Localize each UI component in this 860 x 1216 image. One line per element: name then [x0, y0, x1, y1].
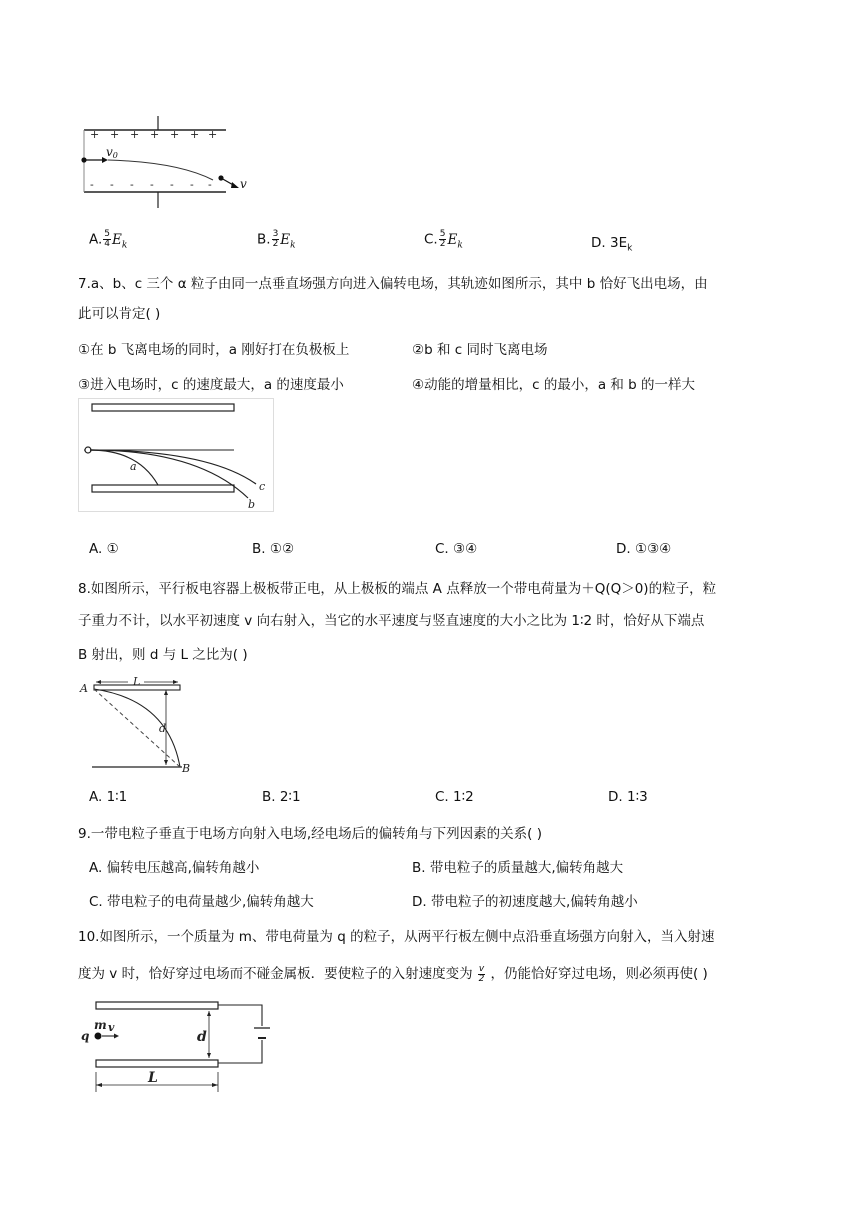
- bottom-plate: [92, 485, 234, 492]
- q7-statement-4: ④动能的增量相比，c 的最小，a 和 b 的一样大: [412, 377, 696, 393]
- q10-figure: [78, 996, 278, 1096]
- trajectory-c: [90, 450, 256, 484]
- svg-text:+: +: [90, 128, 100, 141]
- q9-option-c[interactable]: C. 带电粒子的电荷量越少,偏转角越大: [89, 894, 314, 910]
- q9-option-b[interactable]: B. 带电粒子的质量越大,偏转角越大: [412, 860, 624, 876]
- label-d: d: [159, 722, 167, 735]
- q7-statement-3: ③进入电场时，c 的速度最大，a 的速度最小: [78, 377, 344, 393]
- circuit-wire-bottom: [218, 1040, 262, 1063]
- q8-stem-line1: 8.如图所示，平行板电容器上极板带正电，从上极板的端点 A 点释放一个带电荷量为＋Q(Q＞0)的粒子，粒: [78, 581, 717, 597]
- trajectory: [108, 160, 213, 180]
- label-L: L: [133, 675, 141, 688]
- svg-text:+: +: [170, 128, 180, 141]
- q6-option-c[interactable]: C. $\frac{5}{2}$ $E_k$: [424, 229, 463, 251]
- q8-option-d[interactable]: D. 1∶3: [608, 789, 648, 805]
- circuit-wire: [218, 1005, 262, 1026]
- top-plate: [92, 404, 234, 411]
- top-plate: [96, 1002, 218, 1009]
- q7-option-b[interactable]: B. ①②: [252, 541, 295, 557]
- q8-option-c[interactable]: C. 1∶2: [435, 789, 474, 805]
- svg-text:+: +: [150, 128, 160, 141]
- label-a: a: [130, 460, 137, 473]
- svg-text:+: +: [208, 128, 218, 141]
- svg-text:-: -: [208, 178, 212, 191]
- q6-figure: [78, 112, 253, 214]
- bottom-plate: [96, 1060, 218, 1067]
- svg-text:+: +: [130, 128, 140, 141]
- label-d: d: [197, 1029, 207, 1045]
- svg-text:+: +: [190, 128, 200, 141]
- q8-stem-line2: 子重力不计，以水平初速度 v 向右射入，当它的水平速度与竖直速度的大小之比为 1∶2 时，恰好从下端点: [78, 613, 705, 629]
- svg-text:-: -: [170, 178, 174, 191]
- q6-option-a[interactable]: A. $\frac{5}{4}$ $E_k$: [89, 229, 128, 251]
- q8-stem-line3: B 射出，则 d 与 L 之比为( ): [78, 647, 248, 663]
- label-L: L: [148, 1070, 158, 1086]
- label-q: q: [81, 1029, 90, 1043]
- svg-text:-: -: [190, 178, 194, 191]
- q9-stem: 9.一带电粒子垂直于电场方向射入电场,经电场后的偏转角与下列因素的关系( ): [78, 826, 542, 842]
- plus-signs: [90, 128, 217, 141]
- svg-text:-: -: [130, 178, 134, 191]
- label-m: m: [94, 1018, 107, 1032]
- q8-figure: [78, 675, 268, 775]
- q7-option-c[interactable]: C. ③④: [435, 541, 478, 557]
- q10-stem-line1: 10.如图所示，一个质量为 m、带电荷量为 q 的粒子，从两平行板左侧中点沿垂直场强方向射入，当入射速: [78, 929, 715, 945]
- svg-text:-: -: [110, 178, 114, 191]
- q7-stem-line2: 此可以肯定( ): [78, 306, 161, 322]
- particle: [95, 1033, 102, 1040]
- label-A: A: [80, 682, 88, 695]
- q7-figure: [78, 398, 274, 512]
- q7-statement-1: ①在 b 飞离电场的同时，a 刚好打在负极板上: [78, 342, 350, 358]
- q8-option-b[interactable]: B. 2∶1: [262, 789, 301, 805]
- q7-stem-line1: 7.a、b、c 三个 α 粒子由同一点垂直场强方向进入偏转电场，其轨迹如图所示，其中 b 恰好飞出电场，由: [78, 276, 708, 292]
- label-v: v: [108, 1021, 115, 1034]
- svg-text:+: +: [110, 128, 120, 141]
- svg-text:-: -: [90, 178, 94, 191]
- q6-option-d[interactable]: D. $3E_k$: [591, 235, 633, 254]
- q7-statement-2: ②b 和 c 同时飞离电场: [412, 342, 548, 358]
- q6-option-b[interactable]: B. $\frac{3}{2}$ $E_k$: [257, 229, 296, 251]
- q7-option-d[interactable]: D. ①③④: [616, 541, 672, 557]
- label-B: B: [182, 762, 191, 775]
- dashed-chord: [94, 689, 180, 767]
- trajectory-a: [90, 450, 158, 485]
- label-c: c: [259, 480, 266, 493]
- q9-option-a[interactable]: A. 偏转电压越高,偏转角越小: [89, 860, 260, 876]
- q7-option-a[interactable]: A. ①: [89, 541, 119, 557]
- minus-signs: [90, 178, 212, 191]
- v0-label: v0: [106, 145, 118, 160]
- q9-option-d[interactable]: D. 带电粒子的初速度越大,偏转角越小: [412, 894, 638, 910]
- q10-stem-line2: 度为 v 时，恰好穿过电场而不碰金属板．要使粒子的入射速度变为 $\frac{v}{2}$ ，仍能恰好穿过电场，则必须再使( ): [78, 963, 708, 984]
- q8-option-a[interactable]: A. 1∶1: [89, 789, 128, 805]
- v-label: v: [240, 177, 247, 191]
- svg-text:-: -: [150, 178, 154, 191]
- label-b: b: [248, 498, 256, 511]
